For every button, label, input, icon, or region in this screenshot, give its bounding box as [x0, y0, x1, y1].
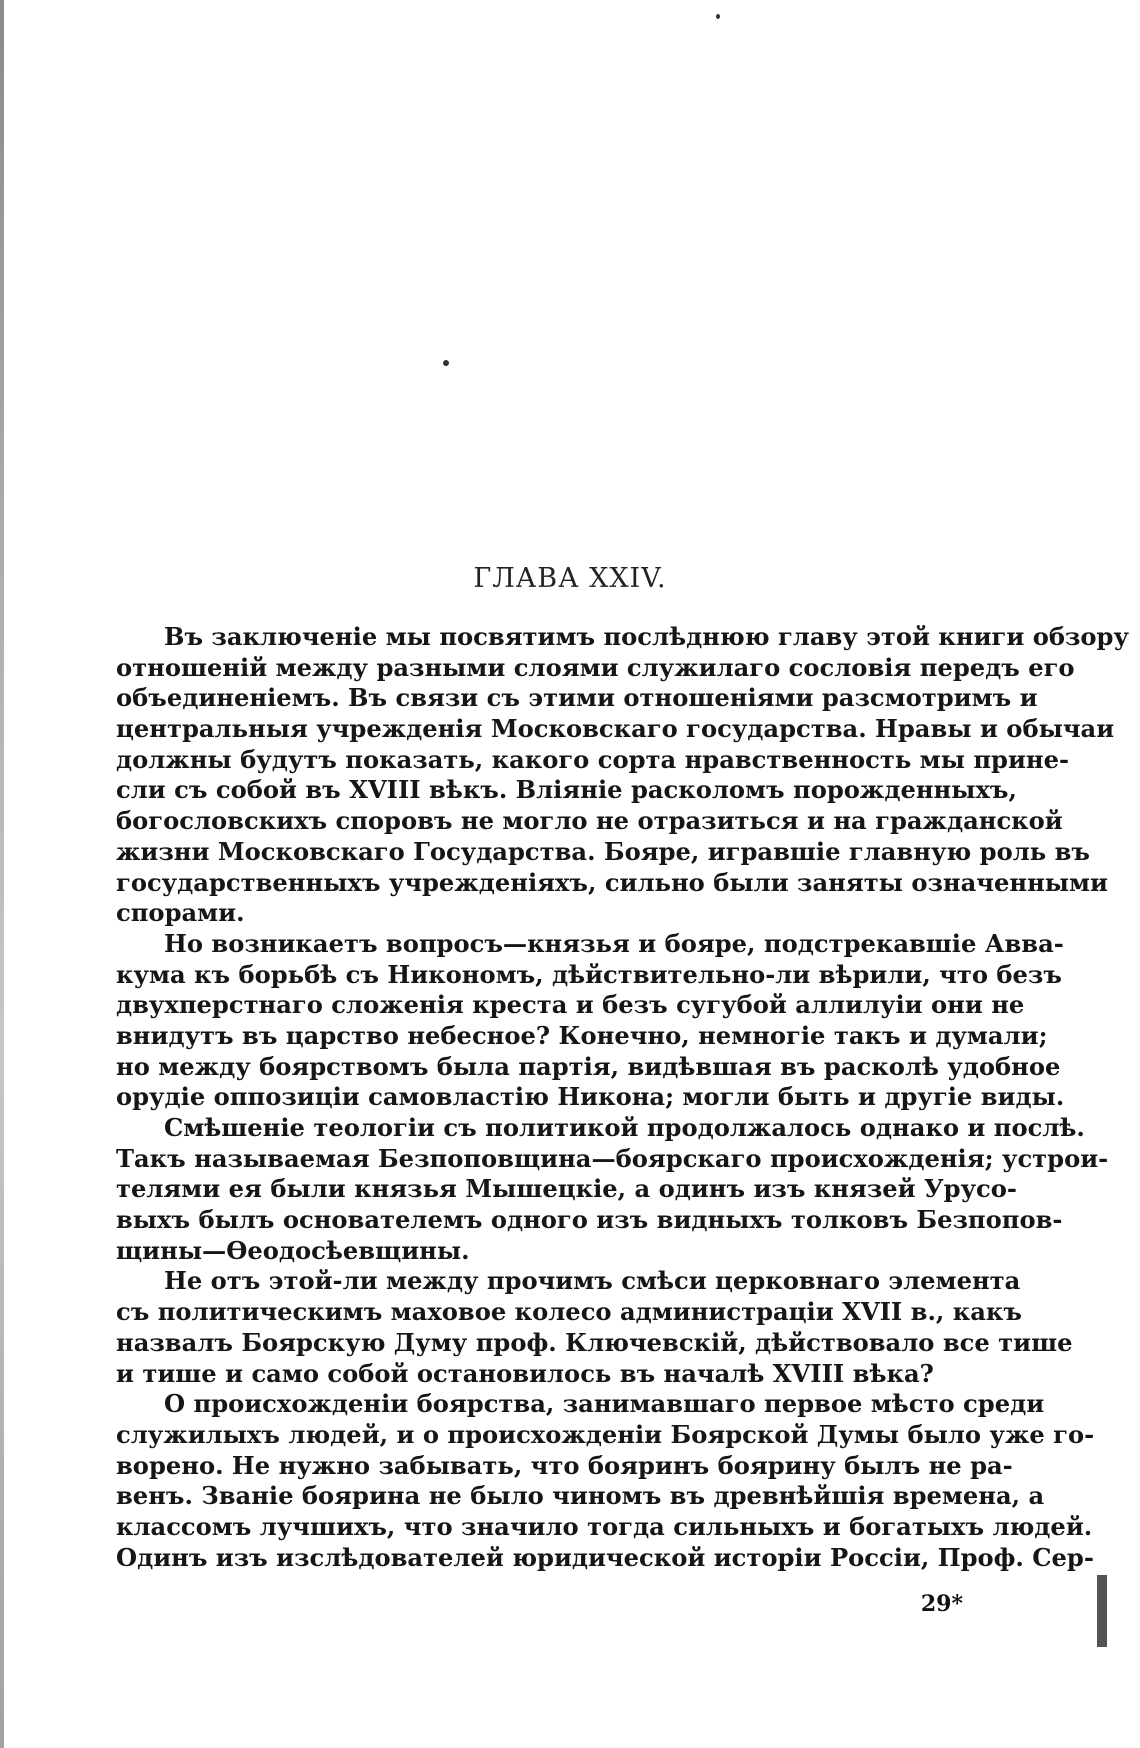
text-line: щины—Ѳеодосѣевщины.: [116, 1235, 470, 1265]
text-line: О происхожденіи боярства, занимавшаго первое мѣсто среди: [164, 1389, 1045, 1419]
text-line: Такъ называемая Безпоповщина—боярскаго происхожденія; устрои-: [116, 1143, 1109, 1173]
text-line: кума къ борьбѣ съ Никономъ, дѣйствительно-ли вѣрили, что безъ: [116, 959, 1062, 989]
text-line: телями ея были князья Мышецкіе, а одинъ изъ князей Урусо-: [116, 1174, 1017, 1204]
print-speck: [443, 360, 449, 366]
text-line: Въ заключеніе мы посвятимъ послѣднюю главу этой книги обзору: [164, 622, 1129, 651]
text-line: съ политическимъ маховое колесо администраціи XVII в., какъ: [116, 1297, 1022, 1327]
scan-edge-mark: [1097, 1575, 1107, 1647]
text-line: жизни Московскаго Государства. Бояре, игравшіе главную роль въ: [116, 836, 1090, 866]
text-line: классомъ лучшихъ, что значило тогда сильныхъ и богатыхъ людей.: [116, 1511, 1093, 1541]
page-binding-edge: [0, 0, 4, 1748]
print-speck: [716, 14, 720, 19]
body-text: [116, 622, 1129, 1573]
text-line: Но возникаетъ вопросъ—князья и бояре, подстрекавшіе Авва-: [164, 928, 1064, 958]
text-line: служилыхъ людей, и о происхожденіи Боярской Думы было уже го-: [116, 1419, 1095, 1449]
text-line: двухперстнаго сложенія креста и безъ сугубой аллилуіи они не: [116, 990, 1025, 1020]
text-line: Смѣшеніе теологіи съ политикой продолжалось однако и послѣ.: [164, 1113, 1085, 1142]
text-line: и тише и само собой остановилось въ началѣ XVIII вѣка?: [116, 1358, 934, 1388]
text-line: центральныя учрежденія Московскаго государства. Нравы и обычаи: [116, 714, 1115, 744]
text-line: государственныхъ учрежденіяхъ, сильно были заняты означенными: [116, 867, 1108, 897]
text-line: должны будутъ показать, какого сорта нравственность мы прине-: [116, 744, 1070, 774]
text-line: орудіе оппозиціи самовластію Никона; могли быть и другіе виды.: [116, 1082, 1065, 1112]
text-line: выхъ былъ основателемъ одного изъ видныхъ толковъ Безпопов-: [116, 1205, 1063, 1235]
text-line: спорами.: [116, 898, 245, 928]
chapter-title: ГЛАВА XXIV.: [473, 563, 667, 594]
text-line: сли съ собой въ XVIII вѣкъ. Вліяніе расколомъ порожденныхъ,: [116, 775, 1017, 805]
text-line: но между боярствомъ была партія, видѣвшая въ расколѣ удобное: [116, 1051, 1061, 1081]
text-line: богословскихъ споровъ не могло не отразиться и на гражданской: [116, 806, 1063, 836]
text-line: отношеній между разными слоями служилаго сословія передъ его: [116, 652, 1075, 682]
text-line: ворено. Не нужно забывать, что бояринъ боярину былъ не ра-: [116, 1450, 1013, 1480]
text-line: внидутъ въ царство небесное? Конечно, немногіе такъ и думали;: [116, 1020, 1048, 1050]
page-number: 29*: [920, 1591, 963, 1617]
text-line: венъ. Званіе боярина не было чиномъ въ древнѣйшія времена, а: [116, 1481, 1045, 1511]
text-line: Одинъ изъ изслѣдователей юридической исторіи Россіи, Проф. Сер-: [116, 1542, 1094, 1572]
text-line: объединеніемъ. Въ связи съ этими отношеніями разсмотримъ и: [116, 683, 1038, 713]
text-line: назвалъ Боярскую Думу проф. Ключевскій, дѣйствовало все тише: [116, 1327, 1073, 1357]
text-line: Не отъ этой-ли между прочимъ смѣси церковнаго элемента: [164, 1266, 1021, 1296]
